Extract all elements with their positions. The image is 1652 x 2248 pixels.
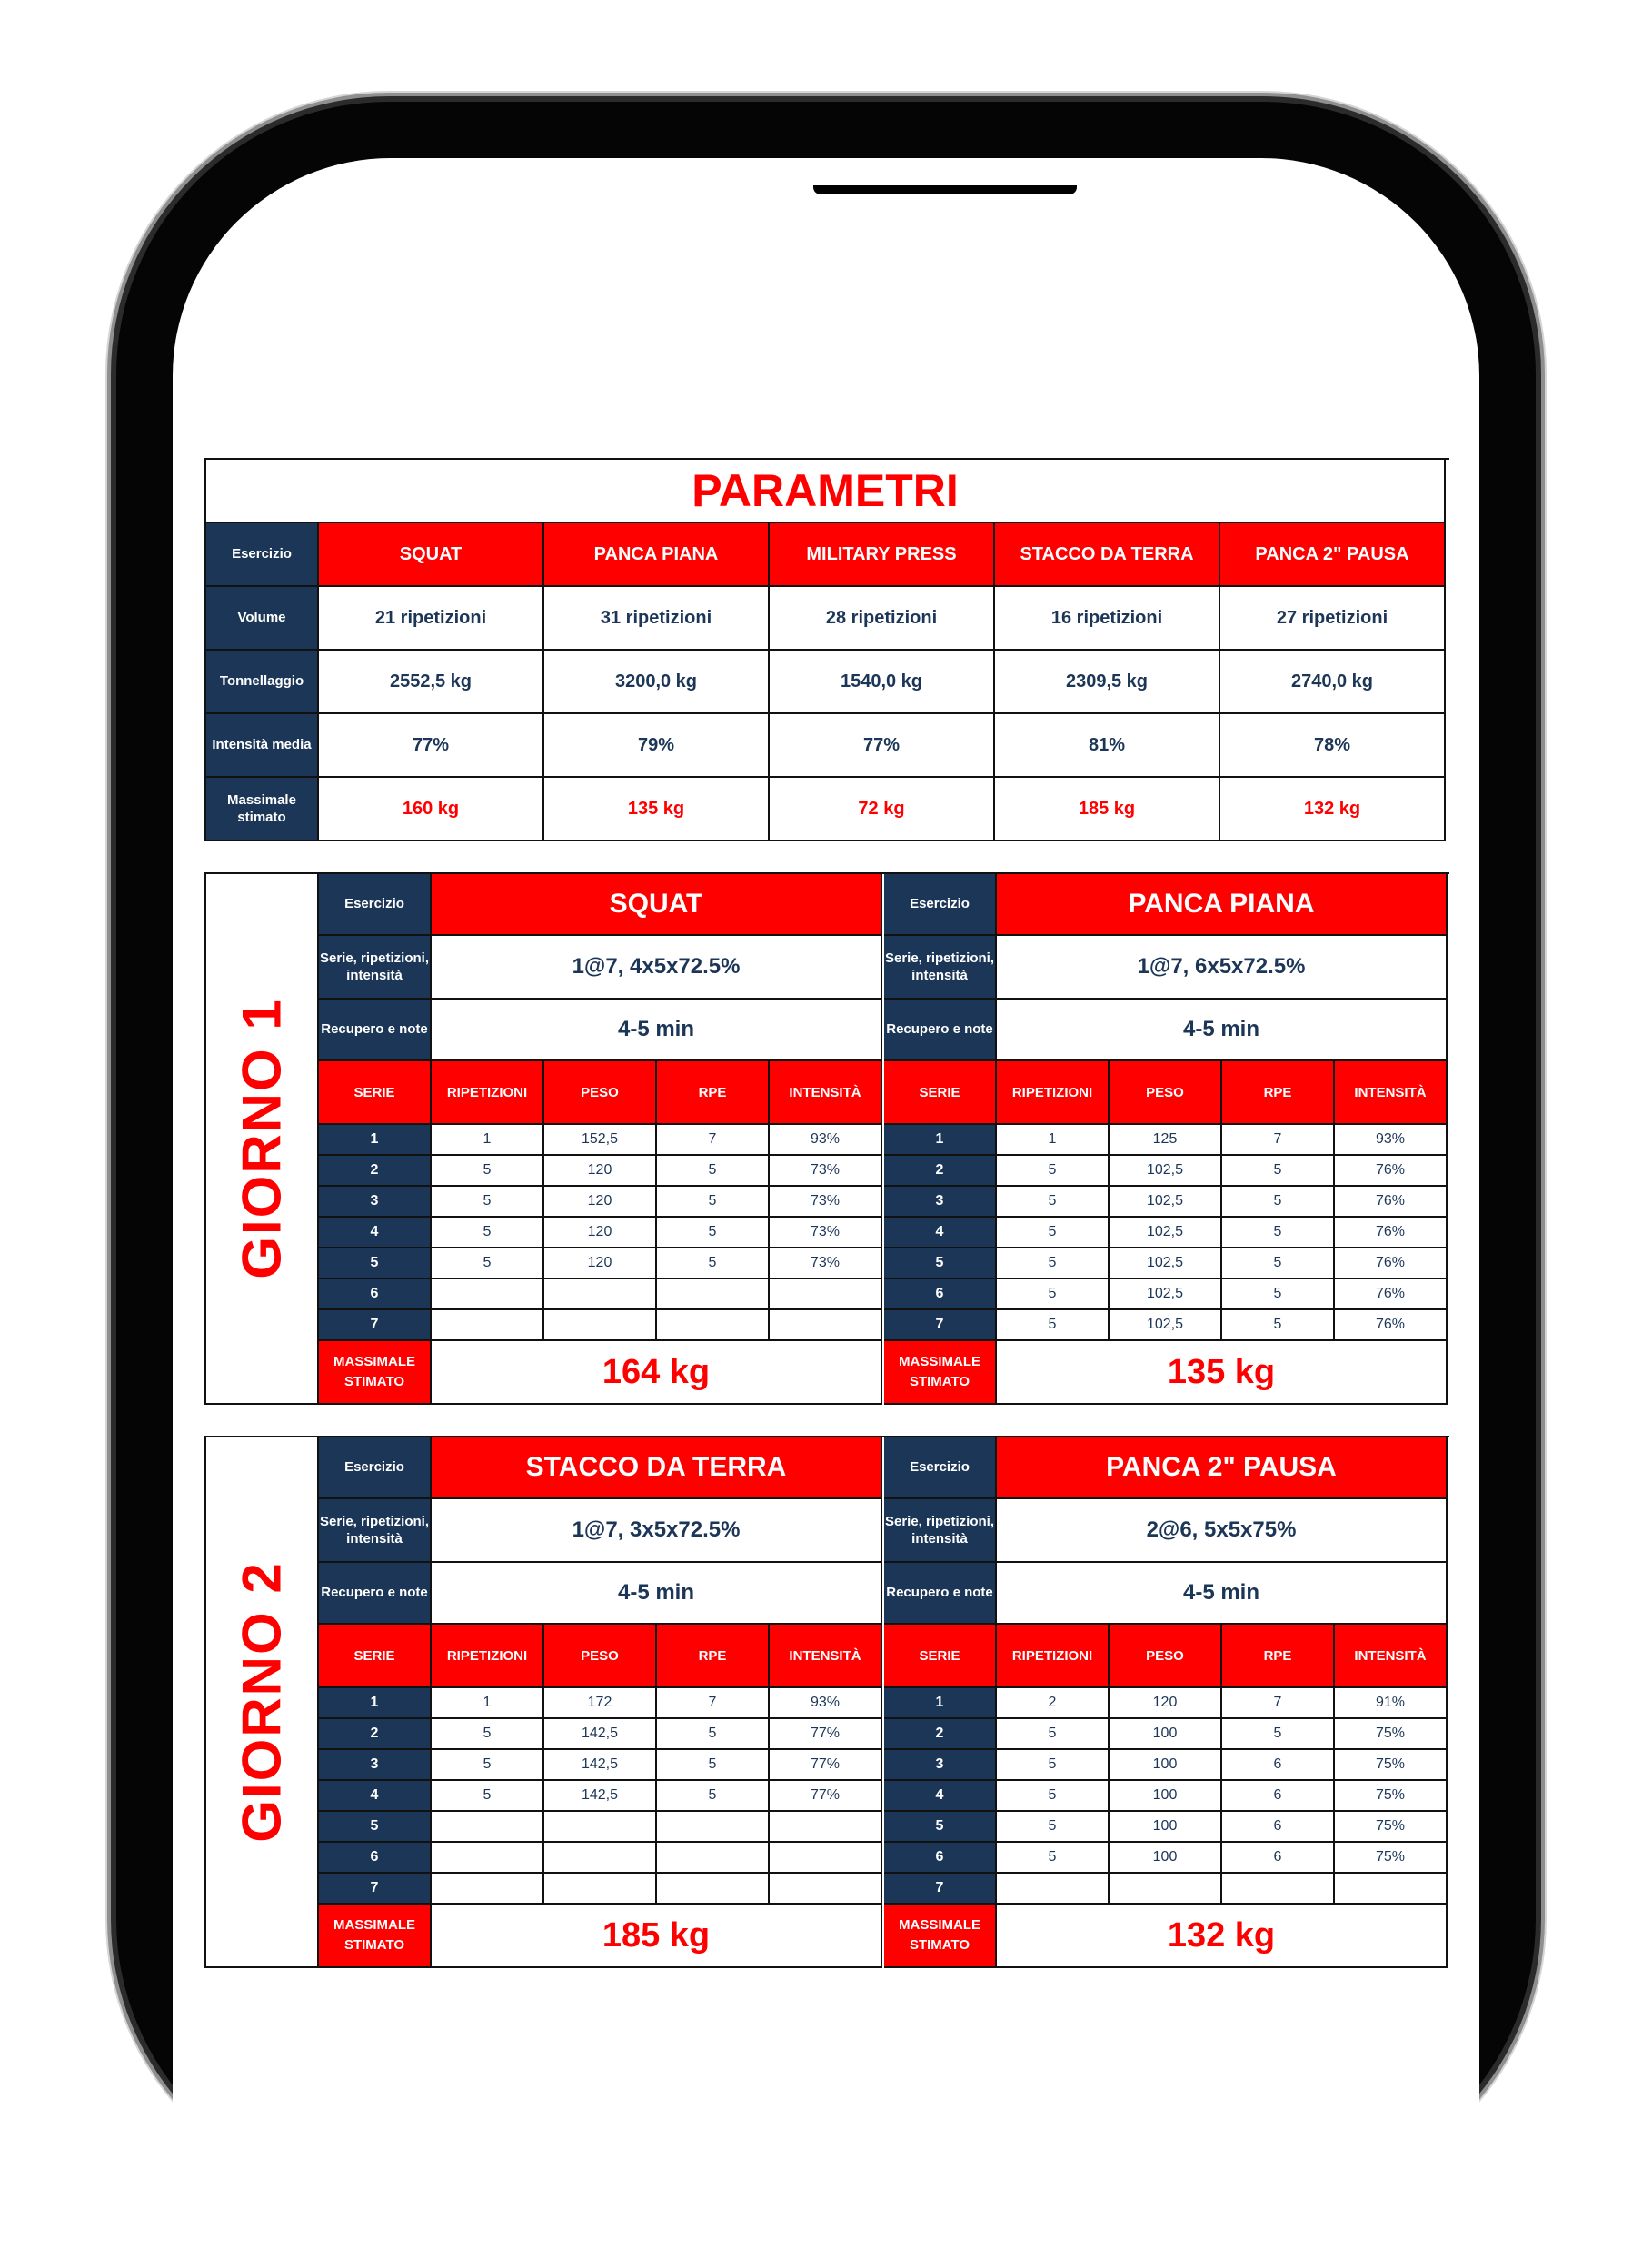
table-cell: 5 (997, 1248, 1110, 1279)
exercise-rest: 4-5 min (997, 1563, 1448, 1625)
table-cell: 102,5 (1110, 1156, 1222, 1187)
parametri-value-cell: 185 kg (995, 778, 1220, 841)
massimale-value: 132 kg (997, 1905, 1448, 1968)
table-cell: 76% (1335, 1187, 1448, 1218)
column-header: RIPETIZIONI (432, 1625, 544, 1688)
table-cell: 91% (1335, 1688, 1448, 1719)
table-cell (770, 1812, 882, 1843)
massimale-value: 135 kg (997, 1341, 1448, 1405)
column-header: INTENSITÀ (1335, 1061, 1448, 1125)
exercise-block (317, 1436, 884, 1968)
table-cell: 77% (770, 1781, 882, 1812)
table-cell (657, 1310, 770, 1341)
parametri-value-cell: 3200,0 kg (544, 651, 770, 714)
table-cell: 120 (544, 1187, 657, 1218)
column-header: SERIE (319, 1625, 432, 1688)
exercise-grid (319, 1437, 884, 1968)
column-header: RIPETIZIONI (432, 1061, 544, 1125)
exercise-block (884, 1436, 1449, 1968)
set-number: 7 (884, 1874, 997, 1905)
exercise-name: PANCA PIANA (997, 874, 1448, 936)
column-header: RPE (1222, 1061, 1335, 1125)
parametri-exercise-header: PANCA PIANA (544, 523, 770, 587)
massimale-label: MASSIMALE STIMATO (884, 1341, 997, 1405)
exercise-rest: 4-5 min (997, 1000, 1448, 1061)
parametri-value-cell: 135 kg (544, 778, 770, 841)
table-cell: 120 (544, 1218, 657, 1248)
workout-sheet (204, 458, 1449, 1968)
set-number: 4 (884, 1218, 997, 1248)
table-cell: 5 (657, 1781, 770, 1812)
table-cell: 5 (432, 1719, 544, 1750)
massimale-label: MASSIMALE STIMATO (319, 1905, 432, 1968)
set-number: 2 (884, 1156, 997, 1187)
set-number: 1 (884, 1125, 997, 1156)
column-header: INTENSITÀ (770, 1061, 882, 1125)
table-cell (1222, 1874, 1335, 1905)
table-cell: 152,5 (544, 1125, 657, 1156)
table-cell: 75% (1335, 1812, 1448, 1843)
table-cell: 73% (770, 1156, 882, 1187)
table-cell: 5 (432, 1187, 544, 1218)
table-cell: 73% (770, 1218, 882, 1248)
table-cell: 5 (1222, 1187, 1335, 1218)
table-cell: 100 (1110, 1750, 1222, 1781)
column-header: RPE (1222, 1625, 1335, 1688)
table-cell: 5 (997, 1279, 1110, 1310)
table-cell: 102,5 (1110, 1310, 1222, 1341)
set-number: 3 (319, 1750, 432, 1781)
table-cell (432, 1874, 544, 1905)
table-cell: 120 (1110, 1688, 1222, 1719)
parametri-value-cell: 79% (544, 714, 770, 778)
parametri-value-cell: 21 ripetizioni (319, 587, 544, 651)
column-header: SERIE (884, 1061, 997, 1125)
table-cell: 76% (1335, 1218, 1448, 1248)
day-label (204, 1436, 317, 1968)
phone-notch (813, 185, 1077, 194)
table-cell: 6 (1222, 1750, 1335, 1781)
table-cell (432, 1279, 544, 1310)
table-cell: 120 (544, 1248, 657, 1279)
table-cell: 142,5 (544, 1719, 657, 1750)
table-cell: 100 (1110, 1781, 1222, 1812)
set-number: 5 (319, 1812, 432, 1843)
set-number: 5 (884, 1812, 997, 1843)
exercise-scheme: 1@7, 3x5x72.5% (432, 1499, 882, 1563)
table-cell: 5 (997, 1843, 1110, 1874)
parametri-value-cell: 2552,5 kg (319, 651, 544, 714)
table-cell: 75% (1335, 1843, 1448, 1874)
day-label-text: GIORNO 2 (231, 1561, 293, 1843)
exercise-name: PANCA 2" PAUSA (997, 1437, 1448, 1499)
table-cell: 77% (770, 1750, 882, 1781)
set-number: 3 (884, 1187, 997, 1218)
parametri-exercise-header: PANCA 2" PAUSA (1220, 523, 1446, 587)
table-cell: 142,5 (544, 1781, 657, 1812)
exercise-grid (884, 1437, 1449, 1968)
massimale-value: 185 kg (432, 1905, 882, 1968)
parametri-exercise-header: STACCO DA TERRA (995, 523, 1220, 587)
table-cell: 7 (1222, 1125, 1335, 1156)
exercise-block (884, 872, 1449, 1405)
table-cell: 1 (432, 1688, 544, 1719)
parametri-exercise-header: SQUAT (319, 523, 544, 587)
parametri-value-cell: 16 ripetizioni (995, 587, 1220, 651)
column-header: RIPETIZIONI (997, 1061, 1110, 1125)
table-cell: 5 (997, 1310, 1110, 1341)
table-cell: 76% (1335, 1310, 1448, 1341)
scheme-label: Serie, ripetizioni, intensità (884, 1499, 997, 1563)
table-cell: 5 (657, 1218, 770, 1248)
table-cell: 172 (544, 1688, 657, 1719)
table-cell: 7 (1222, 1688, 1335, 1719)
table-cell: 76% (1335, 1279, 1448, 1310)
table-cell: 5 (997, 1719, 1110, 1750)
table-cell: 5 (432, 1248, 544, 1279)
set-number: 5 (319, 1248, 432, 1279)
table-cell (544, 1812, 657, 1843)
table-cell (770, 1874, 882, 1905)
parametri-value-cell: 31 ripetizioni (544, 587, 770, 651)
parametri-row-label: Tonnellaggio (206, 651, 319, 714)
table-cell: 6 (1222, 1781, 1335, 1812)
table-cell: 100 (1110, 1812, 1222, 1843)
table-cell (770, 1843, 882, 1874)
table-cell: 5 (997, 1781, 1110, 1812)
set-number: 5 (884, 1248, 997, 1279)
table-cell: 93% (770, 1688, 882, 1719)
parametri-row-label: Massimale stimato (206, 778, 319, 841)
massimale-value: 164 kg (432, 1341, 882, 1405)
parametri-value-cell: 27 ripetizioni (1220, 587, 1446, 651)
set-number: 6 (319, 1843, 432, 1874)
set-number: 4 (884, 1781, 997, 1812)
table-cell: 7 (657, 1125, 770, 1156)
table-cell: 100 (1110, 1843, 1222, 1874)
table-cell: 102,5 (1110, 1248, 1222, 1279)
exercise-scheme: 1@7, 6x5x72.5% (997, 936, 1448, 1000)
scheme-label: Serie, ripetizioni, intensità (319, 1499, 432, 1563)
exercise-label: Esercizio (319, 1437, 432, 1499)
column-header: SERIE (884, 1625, 997, 1688)
table-cell (657, 1279, 770, 1310)
table-cell: 5 (997, 1218, 1110, 1248)
table-cell (657, 1812, 770, 1843)
table-cell (544, 1843, 657, 1874)
table-cell: 73% (770, 1248, 882, 1279)
table-cell: 5 (432, 1750, 544, 1781)
set-number: 4 (319, 1218, 432, 1248)
day-1-section (204, 872, 1449, 1405)
table-cell: 75% (1335, 1781, 1448, 1812)
table-cell: 100 (1110, 1719, 1222, 1750)
table-cell: 5 (432, 1218, 544, 1248)
column-header: PESO (1110, 1061, 1222, 1125)
column-header: SERIE (319, 1061, 432, 1125)
column-header: RPE (657, 1061, 770, 1125)
exercise-rest: 4-5 min (432, 1000, 882, 1061)
rest-label: Recupero e note (884, 1563, 997, 1625)
exercise-label: Esercizio (884, 874, 997, 936)
exercise-scheme: 2@6, 5x5x75% (997, 1499, 1448, 1563)
day-label-text: GIORNO 1 (231, 998, 293, 1279)
table-cell: 73% (770, 1187, 882, 1218)
set-number: 2 (319, 1156, 432, 1187)
scheme-label: Serie, ripetizioni, intensità (884, 936, 997, 1000)
parametri-title: PARAMETRI (206, 460, 1446, 523)
table-cell: 120 (544, 1156, 657, 1187)
exercise-grid (884, 874, 1449, 1405)
table-cell (544, 1279, 657, 1310)
exercise-block (317, 872, 884, 1405)
table-cell: 76% (1335, 1156, 1448, 1187)
table-cell: 102,5 (1110, 1279, 1222, 1310)
table-cell: 5 (1222, 1279, 1335, 1310)
parametri-value-cell: 72 kg (770, 778, 995, 841)
table-cell: 5 (657, 1719, 770, 1750)
table-cell (657, 1874, 770, 1905)
table-cell (544, 1874, 657, 1905)
column-header: INTENSITÀ (770, 1625, 882, 1688)
massimale-label: MASSIMALE STIMATO (319, 1341, 432, 1405)
table-cell: 5 (997, 1156, 1110, 1187)
table-cell (544, 1310, 657, 1341)
set-number: 2 (884, 1719, 997, 1750)
table-cell: 5 (432, 1781, 544, 1812)
parametri-value-cell: 160 kg (319, 778, 544, 841)
column-header: PESO (544, 1625, 657, 1688)
exercise-grid (319, 874, 884, 1405)
table-cell: 5 (657, 1248, 770, 1279)
set-number: 3 (319, 1187, 432, 1218)
set-number: 7 (319, 1874, 432, 1905)
table-cell (1335, 1874, 1448, 1905)
set-number: 6 (884, 1279, 997, 1310)
table-cell: 5 (657, 1750, 770, 1781)
set-number: 4 (319, 1781, 432, 1812)
table-cell (432, 1310, 544, 1341)
set-number: 3 (884, 1750, 997, 1781)
table-cell (770, 1279, 882, 1310)
parametri-value-cell: 132 kg (1220, 778, 1446, 841)
parametri-value-cell: 78% (1220, 714, 1446, 778)
parametri-corner-label: Esercizio (206, 523, 319, 587)
table-cell (657, 1843, 770, 1874)
column-header: PESO (1110, 1625, 1222, 1688)
table-cell: 93% (1335, 1125, 1448, 1156)
set-number: 6 (319, 1279, 432, 1310)
day-2-section (204, 1436, 1449, 1968)
parametri-value-cell: 2309,5 kg (995, 651, 1220, 714)
parametri-value-cell: 28 ripetizioni (770, 587, 995, 651)
table-cell: 5 (997, 1812, 1110, 1843)
parametri-row-label: Volume (206, 587, 319, 651)
column-header: INTENSITÀ (1335, 1625, 1448, 1688)
table-cell: 7 (657, 1688, 770, 1719)
parametri-value-cell: 1540,0 kg (770, 651, 995, 714)
set-number: 1 (319, 1125, 432, 1156)
table-cell (770, 1310, 882, 1341)
exercise-scheme: 1@7, 4x5x72.5% (432, 936, 882, 1000)
exercise-label: Esercizio (884, 1437, 997, 1499)
table-cell (1110, 1874, 1222, 1905)
table-cell: 2 (997, 1688, 1110, 1719)
table-cell: 5 (1222, 1310, 1335, 1341)
set-number: 7 (884, 1310, 997, 1341)
table-cell: 5 (1222, 1719, 1335, 1750)
exercise-label: Esercizio (319, 874, 432, 936)
table-cell: 1 (432, 1125, 544, 1156)
table-cell: 76% (1335, 1248, 1448, 1279)
table-cell: 125 (1110, 1125, 1222, 1156)
parametri-value-cell: 77% (770, 714, 995, 778)
table-cell: 5 (1222, 1218, 1335, 1248)
table-cell: 5 (1222, 1156, 1335, 1187)
table-cell: 6 (1222, 1812, 1335, 1843)
set-number: 1 (884, 1688, 997, 1719)
parametri-exercise-header: MILITARY PRESS (770, 523, 995, 587)
exercise-name: SQUAT (432, 874, 882, 936)
column-header: RIPETIZIONI (997, 1625, 1110, 1688)
phone-frame (116, 102, 1536, 2192)
rest-label: Recupero e note (884, 1000, 997, 1061)
table-cell: 1 (997, 1125, 1110, 1156)
table-cell: 102,5 (1110, 1218, 1222, 1248)
massimale-label: MASSIMALE STIMATO (884, 1905, 997, 1968)
phone-screen (173, 158, 1479, 2248)
table-cell: 5 (657, 1187, 770, 1218)
table-cell: 5 (1222, 1248, 1335, 1279)
set-number: 7 (319, 1310, 432, 1341)
column-header: PESO (544, 1061, 657, 1125)
exercise-rest: 4-5 min (432, 1563, 882, 1625)
table-cell: 5 (997, 1187, 1110, 1218)
scheme-label: Serie, ripetizioni, intensità (319, 936, 432, 1000)
day-label (204, 872, 317, 1405)
set-number: 6 (884, 1843, 997, 1874)
table-cell (432, 1812, 544, 1843)
table-cell: 75% (1335, 1750, 1448, 1781)
table-cell: 102,5 (1110, 1187, 1222, 1218)
rest-label: Recupero e note (319, 1000, 432, 1061)
table-cell (432, 1843, 544, 1874)
parametri-value-cell: 2740,0 kg (1220, 651, 1446, 714)
table-cell: 142,5 (544, 1750, 657, 1781)
table-cell: 75% (1335, 1719, 1448, 1750)
column-header: RPE (657, 1625, 770, 1688)
table-cell: 5 (432, 1156, 544, 1187)
table-cell (997, 1874, 1110, 1905)
parametri-row-label: Intensità media (206, 714, 319, 778)
table-cell: 93% (770, 1125, 882, 1156)
table-cell: 6 (1222, 1843, 1335, 1874)
rest-label: Recupero e note (319, 1563, 432, 1625)
exercise-name: STACCO DA TERRA (432, 1437, 882, 1499)
parametri-value-cell: 77% (319, 714, 544, 778)
table-cell: 77% (770, 1719, 882, 1750)
table-cell: 5 (997, 1750, 1110, 1781)
parametri-value-cell: 81% (995, 714, 1220, 778)
set-number: 1 (319, 1688, 432, 1719)
set-number: 2 (319, 1719, 432, 1750)
parametri-table (204, 458, 1449, 841)
table-cell: 5 (657, 1156, 770, 1187)
